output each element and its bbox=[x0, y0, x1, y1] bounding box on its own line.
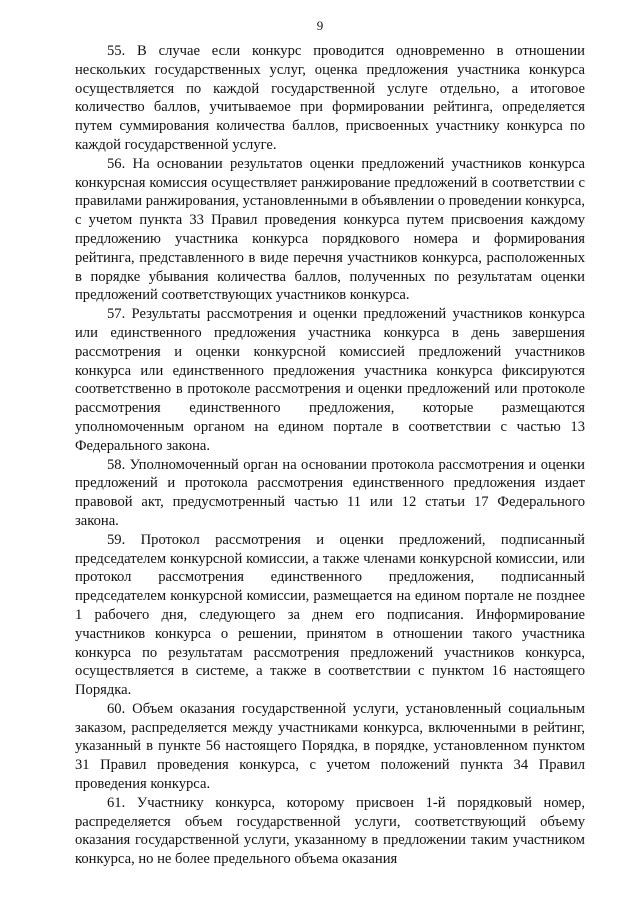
document-body bbox=[75, 42, 585, 869]
paragraph-59: 59. Протокол рассмотрения и оценки предложений, подписанный председателем конкурсной комиссии, а также членами конкурсной комиссии, или протокол рассмотрения единственного предложения, подписанный председателем конкурсной комиссии, размещается на едином портале не позднее 1 рабочего дня, следующего за днем его подписания. Информирование участников конкурса о решении, принятом в отношении такого участника конкурса по результатам рассмотрения предложений участников конкурса, осуществляется в системе, а также в соответствии с пунктом 16 настоящего Порядка. bbox=[75, 531, 585, 699]
paragraph-60: 60. Объем оказания государственной услуги, установленный социальным заказом, распределяется между участниками конкурса, включенными в рейтинг, указанный в пункте 56 настоящего Порядка, в порядке, установленном пунктом 31 Правил проведения конкурса, с учетом положений пункта 34 Правил проведения конкурса. bbox=[75, 700, 585, 793]
paragraph-56: 56. На основании результатов оценки предложений участников конкурса конкурсная комиссия осуществляет ранжирование предложений в соответствии с правилами ранжирования, установленными в объявлении о проведении конкурса, с учетом пункта 33 Правил проведения конкурса путем присвоения каждому предложению участника конкурса порядкового номера и формирования рейтинга, представленного в виде перечня участников конкурса, расположенных в порядке убывания количества баллов, полученных по результатам оценки предложений соответствующих участников конкурса. bbox=[75, 155, 585, 304]
page-number: 9 bbox=[316, 18, 324, 33]
paragraph-57: 57. Результаты рассмотрения и оценки предложений участников конкурса или единственного предложения участника конкурса в день завершения рассмотрения и оценки конкурсной комиссией предложений участников конкурса или единственного предложения участника конкурса фиксируются соответственно в протоколе рассмотрения и оценки предложений или протоколе рассмотрения единственного предложения, которые размещаются уполномоченным органом на едином портале в соответствии с частью 13 Федерального закона. bbox=[75, 306, 585, 454]
paragraph-58: 58. Уполномоченный орган на основании протокола рассмотрения и оценки предложений и протокола рассмотрения единственного предложения издает правовой акт, предусмотренный частью 11 или 12 статьи 17 Федерального закона. bbox=[75, 456, 585, 529]
paragraph-61: 61. Участнику конкурса, которому присвоен 1-й порядковый номер, распределяется объем государственной услуги, соответствующий объему оказания государственной услуги, указанному в предложении таким участником конкурса, но не более предельного объема оказания bbox=[75, 794, 585, 868]
paragraph-55: 55. В случае если конкурс проводится одновременно в отношении нескольких государственных услуг, оценка предложения участника конкурса осуществляется по каждой государственной услуге отдельно, а итоговое количество баллов, учитываемое при формировании рейтинга, определяется путем суммирования количества баллов, присвоенных участнику конкурса по каждой государственной услуге. bbox=[75, 43, 585, 153]
